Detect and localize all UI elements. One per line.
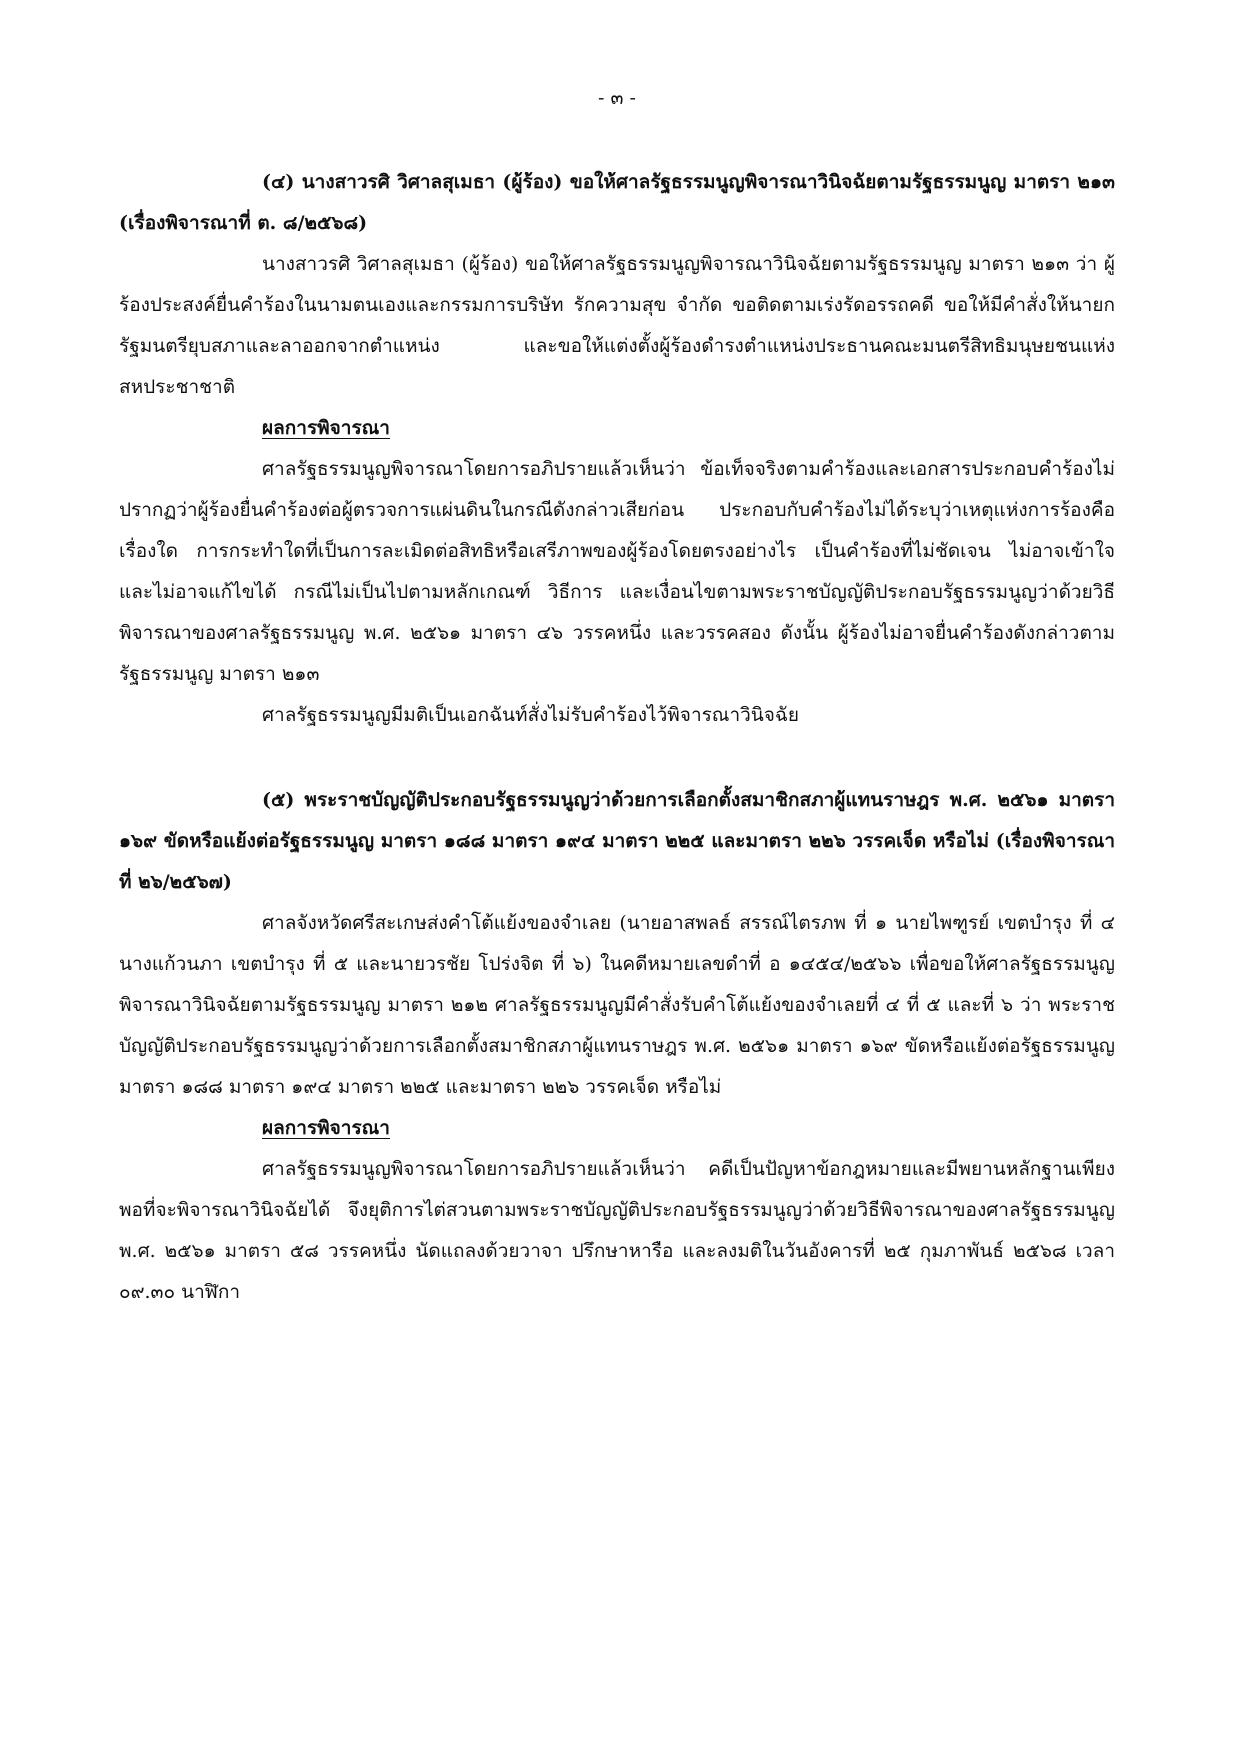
page-number: - ๓ - xyxy=(598,87,636,109)
result-body: ศาลรัฐธรรมนูญพิจารณาโดยการอภิปรายแล้วเห็นว่า คดีเป็นปัญหาข้อกฎหมายและมีพยานหลักฐานเพียงพอที่จะพิจารณาวินิจฉัยได้ จึงยุติการไต่สวนตามพระราชบัญญัติประกอบรัฐธรรมนูญว่าด้วยวิธีพิจารณาของศาลรัฐธรรมนูญ พ.ศ. ๒๕๖๑ มาตรา ๕๘ วรรคหนึ่ง นัดแถลงด้วยวาจา ปรึกษาหารือ และลงมติในวันอังคารที่ ๒๕ กุมภาพันธ์ ๒๕๖๘ เวลา ๐๙.๓๐ นาฬิกา xyxy=(119,1158,1115,1303)
section-body: ศาลจังหวัดศรีสะเกษส่งคำโต้แย้งของจำเลย (นายอาสพลธ์ สรรณ์ไตรภพ ที่ ๑ นายไพฑูรย์ เขตบำรุง ที่ ๔ นางแก้วนภา เขตบำรุง ที่ ๕ และนายวรชัย โปร่งจิต ที่ ๖) ในคดีหมายเลขดำที่ อ ๑๔๕๔/๒๕๖๖ เพื่อขอให้ศาลรัฐธรรมนูญพิจารณาวินิจฉัยตามรัฐธรรมนูญ มาตรา ๒๑๒ ศาลรัฐธรรมนูญมีคำสั่งรับคำโต้แย้งของจำเลยที่ ๔ ที่ ๕ และที่ ๖ ว่า พระราชบัญญัติประกอบรัฐธรรมนูญว่าด้วยการเลือกตั้งสมาชิกสภาผู้แทนราษฎร พ.ศ. ๒๕๖๑ มาตรา ๑๖๙ ขัดหรือแย้งต่อรัฐธรรมนูญ มาตรา ๑๘๘ มาตรา ๑๙๔ มาตรา ๒๒๕ และมาตรา ๒๒๖ วรรคเจ็ด หรือไม่ xyxy=(119,912,1115,1098)
result-closing: ศาลรัฐธรรมนูญมีมติเป็นเอกฉันท์สั่งไม่รับคำร้องไว้พิจารณาวินิจฉัย xyxy=(262,704,799,726)
section-5 xyxy=(119,780,1115,1313)
section-body: นางสาวรศิ วิศาลสุเมธา (ผู้ร้อง) ขอให้ศาลรัฐธรรมนูญพิจารณาวินิจฉัยตามรัฐธรรมนูญ มาตรา ๒๑๓ ว่า ผู้ร้องประสงค์ยื่นคำร้องในนามตนเองและกรรมการบริษัท รักความสุข จำกัด ขอติดตามเร่งรัดอรรถคดี ขอให้มีคำสั่งให้นายกรัฐมนตรียุบสภาและลาออกจากตำแหน่ง และขอให้แต่งตั้งผู้ร้องดำรงตำแหน่งประธานคณะมนตรีสิทธิมนุษยชนแห่งสหประชาชาติ xyxy=(119,253,1115,398)
section-4 xyxy=(119,162,1115,736)
section-spacer xyxy=(119,736,1115,780)
section-heading: (๔) นางสาวรศิ วิศาลสุเมธา (ผู้ร้อง) ขอให้ศาลรัฐธรรมนูญพิจารณาวินิจฉัยตามรัฐธรรมนูญ มาตรา ๒๑๓ (เรื่องพิจารณาที่ ต. ๘/๒๕๖๘) xyxy=(119,171,1115,234)
result-title: ผลการพิจารณา xyxy=(262,1117,390,1139)
result-title: ผลการพิจารณา xyxy=(262,417,390,439)
result-body: ศาลรัฐธรรมนูญพิจารณาโดยการอภิปรายแล้วเห็นว่า ข้อเท็จจริงตามคำร้องและเอกสารประกอบคำร้องไม่ปรากฏว่าผู้ร้องยื่นคำร้องต่อผู้ตรวจการแผ่นดินในกรณีดังกล่าวเสียก่อน ประกอบกับคำร้องไม่ได้ระบุว่าเหตุแห่งการร้องคือเรื่องใด การกระทำใดที่เป็นการละเมิดต่อสิทธิหรือเสรีภาพของผู้ร้องโดยตรงอย่างไร เป็นคำร้องที่ไม่ชัดเจน ไม่อาจเข้าใจ และไม่อาจแก้ไขได้ กรณีไม่เป็นไปตามหลักเกณฑ์ วิธีการ และเงื่อนไขตามพระราชบัญญัติประกอบรัฐธรรมนูญว่าด้วยวิธีพิจารณาของศาลรัฐธรรมนูญ พ.ศ. ๒๕๖๑ มาตรา ๔๖ วรรคหนึ่ง และวรรคสอง ดังนั้น ผู้ร้องไม่อาจยื่นคำร้องดังกล่าวตามรัฐธรรมนูญ มาตรา ๒๑๓ xyxy=(119,458,1115,685)
section-heading: (๕) พระราชบัญญัติประกอบรัฐธรรมนูญว่าด้วยการเลือกตั้งสมาชิกสภาผู้แทนราษฎร พ.ศ. ๒๕๖๑ มาตรา ๑๖๙ ขัดหรือแย้งต่อรัฐธรรมนูญ มาตรา ๑๘๘ มาตรา ๑๙๔ มาตรา ๒๒๕ และมาตรา ๒๒๖ วรรคเจ็ด หรือไม่ (เรื่องพิจารณาที่ ๒๖/๒๕๖๗) xyxy=(119,789,1115,893)
